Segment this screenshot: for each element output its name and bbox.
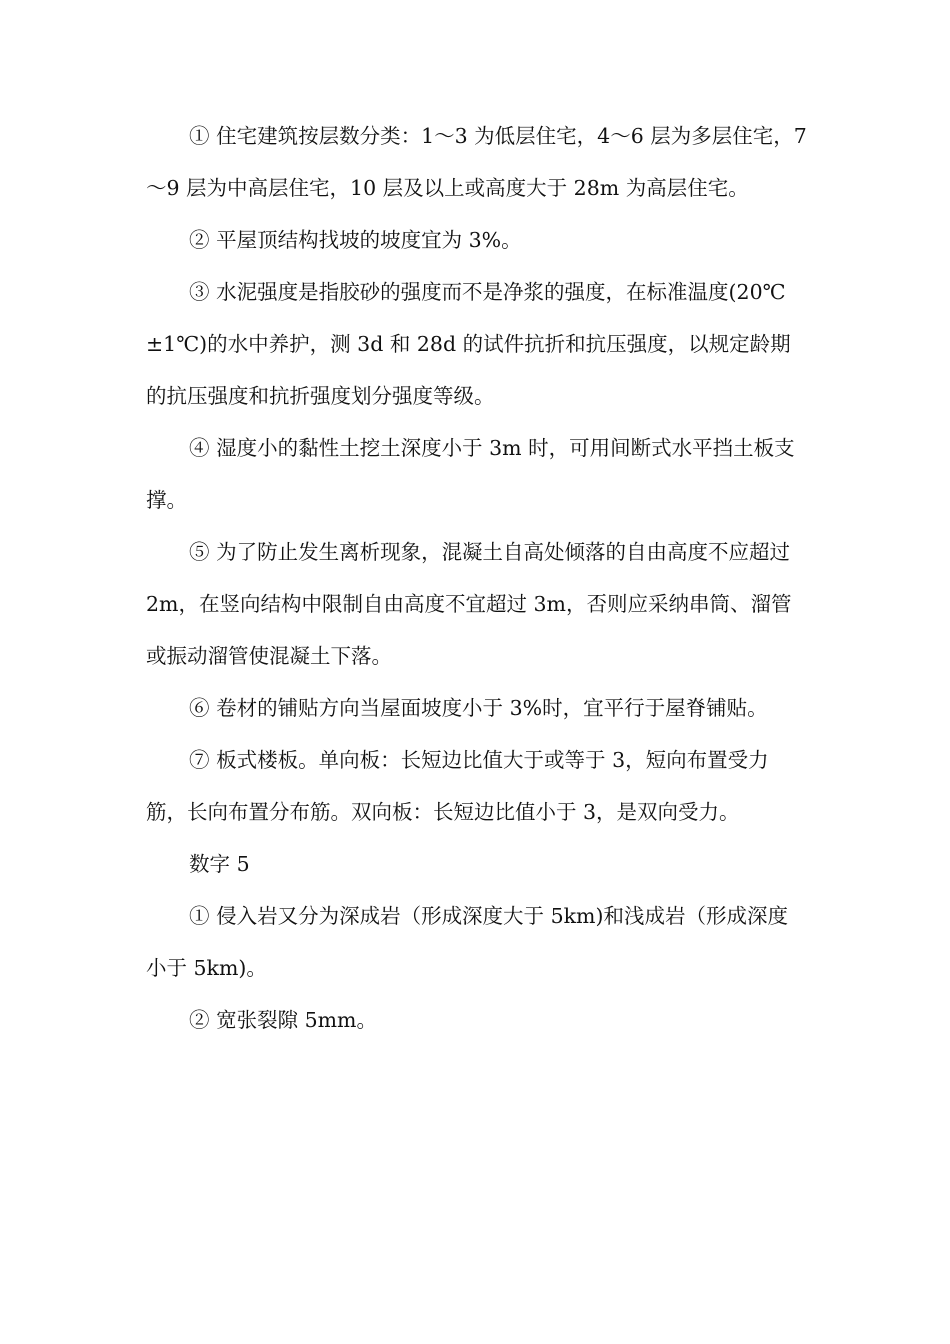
paragraph-intrusive-rock: ① 侵入岩又分为深成岩（形成深度大于 5km)和浅成岩（形成深度小于 5km)。 (146, 904, 788, 980)
paragraph-membrane-laying: ⑥ 卷材的铺贴方向当屋面坡度小于 3%时，宜平行于屋脊铺贴。 (189, 696, 768, 720)
paragraph-cement-strength: ③ 水泥强度是指胶砂的强度而不是净浆的强度，在标准温度(20℃±1℃)的水中养护，测 3d 和 28d 的试件抗折和抗压强度，以规定龄期的抗压强度和抗折强度划分强度等级。 (146, 280, 791, 408)
paragraph-soil-excavation: ④ 湿度小的黏性土挖土深度小于 3m 时，可用间断式水平挡土板支撑。 (146, 436, 795, 512)
paragraph-concrete-pouring: ⑤ 为了防止发生离析现象，混凝土自高处倾落的自由高度不应超过 2m，在竖向结构中限制自由高度不宜超过 3m，否则应采纳串筒、溜管或振动溜管使混凝土下落。 (146, 540, 792, 668)
paragraph-flat-roof-slope: ② 平屋顶结构找坡的坡度宜为 3%。 (189, 228, 522, 252)
section-heading-number-5: 数字 5 (189, 852, 250, 876)
paragraph-slab-types: ⑦ 板式楼板。单向板：长短边比值大于或等于 3，短向布置受力筋，长向布置分布筋。双向板：长短边比值小于 3，是双向受力。 (146, 748, 769, 824)
document-page (146, 110, 808, 1046)
paragraph-wide-fissure: ② 宽张裂隙 5mm。 (189, 1008, 377, 1032)
paragraph-residential-classification: ① 住宅建筑按层数分类：1～3 为低层住宅，4～6 层为多层住宅，7～9 层为中高层住宅，10 层及以上或高度大于 28m 为高层住宅。 (146, 124, 807, 200)
